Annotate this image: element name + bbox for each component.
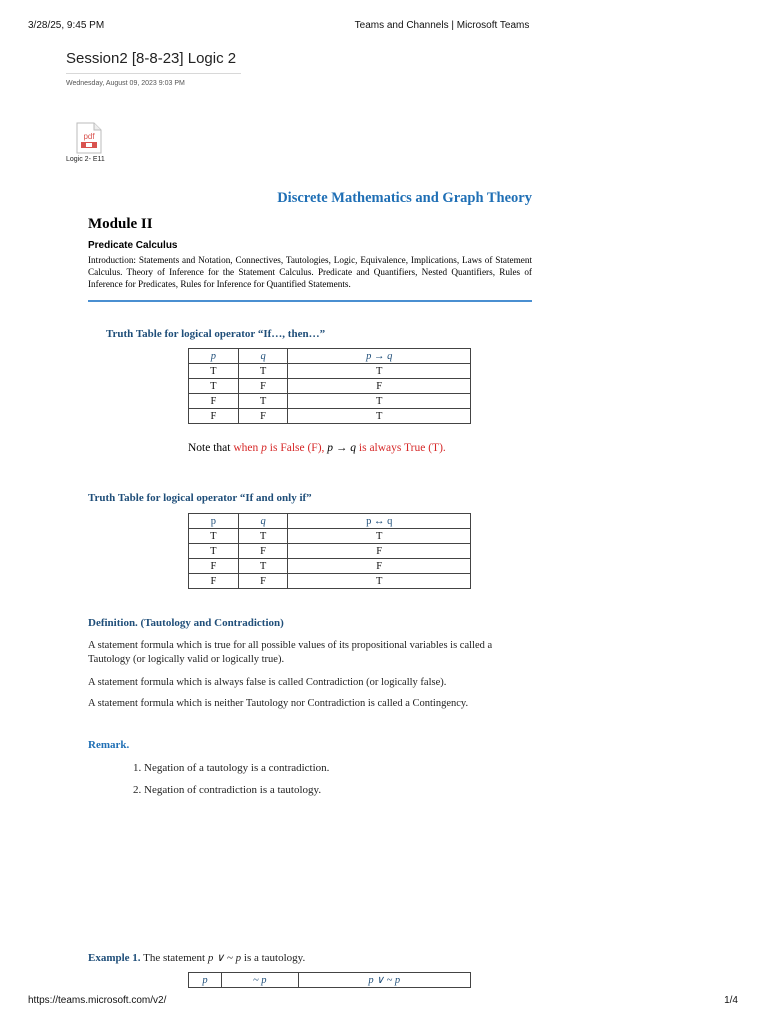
table-cell: T (288, 394, 471, 409)
table-header: p ∨ ~ p (298, 973, 470, 988)
example-text-after: is a tautology. (241, 952, 306, 964)
table-cell: T (189, 379, 239, 394)
table-row (189, 409, 471, 424)
table-header: p → q (288, 349, 471, 364)
note-text (188, 442, 446, 454)
section-divider (88, 300, 532, 302)
table-cell: F (288, 544, 471, 559)
table-cell: T (189, 544, 239, 559)
table-cell: F (238, 544, 288, 559)
table-row (189, 379, 471, 394)
note-variable: p (261, 442, 267, 454)
print-footer-page-number: 1/4 (724, 995, 738, 1006)
truth-table-implication (188, 348, 471, 424)
pdf-icon-text: pdf (83, 132, 95, 141)
module-title: Module II (88, 216, 153, 232)
table-cell: F (288, 559, 471, 574)
table-row (189, 559, 471, 574)
note-red-3: is always True (T). (356, 442, 446, 454)
table-cell: F (189, 409, 239, 424)
table-header: ~ p (221, 973, 298, 988)
table1-heading: Truth Table for logical operator “If…, then…” (106, 328, 326, 340)
intro-paragraph: Introduction: Statements and Notation, Connectives, Tautologies, Logic, Equivalence, Implications, Laws of Statement Calculus. Theory of Inference for the Statement Calculus. Predicate and Quantifiers, Nested Quantifiers, Rules of Inference for Predicates, Rules for Inference for Quantified Statements. (88, 255, 532, 290)
note-red-2: is False (F), (266, 442, 328, 454)
table-row (189, 544, 471, 559)
print-header-datetime: 3/28/25, 9:45 PM (28, 20, 105, 31)
table-row (189, 364, 471, 379)
table-cell: F (189, 559, 239, 574)
truth-table-biconditional (188, 513, 471, 589)
table-cell: F (189, 574, 239, 589)
table-header: p (189, 514, 239, 529)
table-cell: T (288, 364, 471, 379)
truth-table-example (188, 972, 471, 988)
table-row (189, 394, 471, 409)
note-red-1: when (233, 442, 262, 454)
table-cell: T (189, 364, 239, 379)
table-header-row (189, 514, 471, 529)
note-prefix: Note that (188, 442, 234, 454)
table-cell: T (238, 394, 288, 409)
page-title: Session2 [8-8-23] Logic 2 (66, 50, 237, 67)
table2-heading: Truth Table for logical operator “If and only if” (88, 492, 312, 504)
example-expression: p ∨ ~ p (207, 952, 242, 964)
definition-paragraph: A statement formula which is true for all possible values of its propositional variables is called a Tautology (or logically valid or logically true). (88, 640, 493, 665)
table-cell: T (238, 529, 288, 544)
table-header: p (189, 349, 239, 364)
document-heading: Discrete Mathematics and Graph Theory (277, 190, 532, 206)
table-cell: T (288, 529, 471, 544)
definition-paragraph: A statement formula which is neither Tautology nor Contradiction is called a Contingency. (88, 698, 469, 709)
table-header: p (189, 973, 222, 988)
table-cell: T (238, 559, 288, 574)
definition-paragraph: A statement formula which is always false is called Contradiction (or logically false). (88, 677, 447, 688)
table-header: q (238, 349, 288, 364)
print-header-title: Teams and Channels | Microsoft Teams (354, 20, 530, 31)
table-cell: F (238, 379, 288, 394)
definition-heading: Definition. (Tautology and Contradiction) (88, 617, 284, 629)
example-text-before: The statement (140, 952, 208, 964)
list-item: 1. Negation of a tautology is a contradiction. (133, 762, 330, 774)
table-row (189, 529, 471, 544)
example-text (88, 951, 305, 964)
pdf-attachment[interactable] (66, 122, 116, 163)
pdf-file-icon (76, 122, 102, 154)
remark-heading: Remark. (88, 739, 130, 751)
title-divider (66, 73, 241, 74)
table-cell: F (189, 394, 239, 409)
table-cell: T (288, 409, 471, 424)
table-row (189, 574, 471, 589)
note-expression: p → q (327, 442, 357, 454)
print-footer-url: https://teams.microsoft.com/v2/ (28, 995, 167, 1006)
section-subheading: Predicate Calculus (88, 240, 178, 251)
table-header: p ↔ q (288, 514, 471, 529)
table-cell: F (238, 574, 288, 589)
table-header-row (189, 973, 471, 988)
table-header: q (238, 514, 288, 529)
table-cell: F (288, 379, 471, 394)
table-cell: T (189, 529, 239, 544)
list-item: 2. Negation of contradiction is a tautology. (133, 784, 322, 796)
attachment-name: Logic 2- E11 (66, 156, 105, 163)
table-cell: T (238, 364, 288, 379)
table-cell: T (288, 574, 471, 589)
post-datetime: Wednesday, August 09, 2023 9:03 PM (66, 80, 185, 87)
table-cell: F (238, 409, 288, 424)
table-header-row (189, 349, 471, 364)
example-label: Example 1. (88, 952, 141, 964)
